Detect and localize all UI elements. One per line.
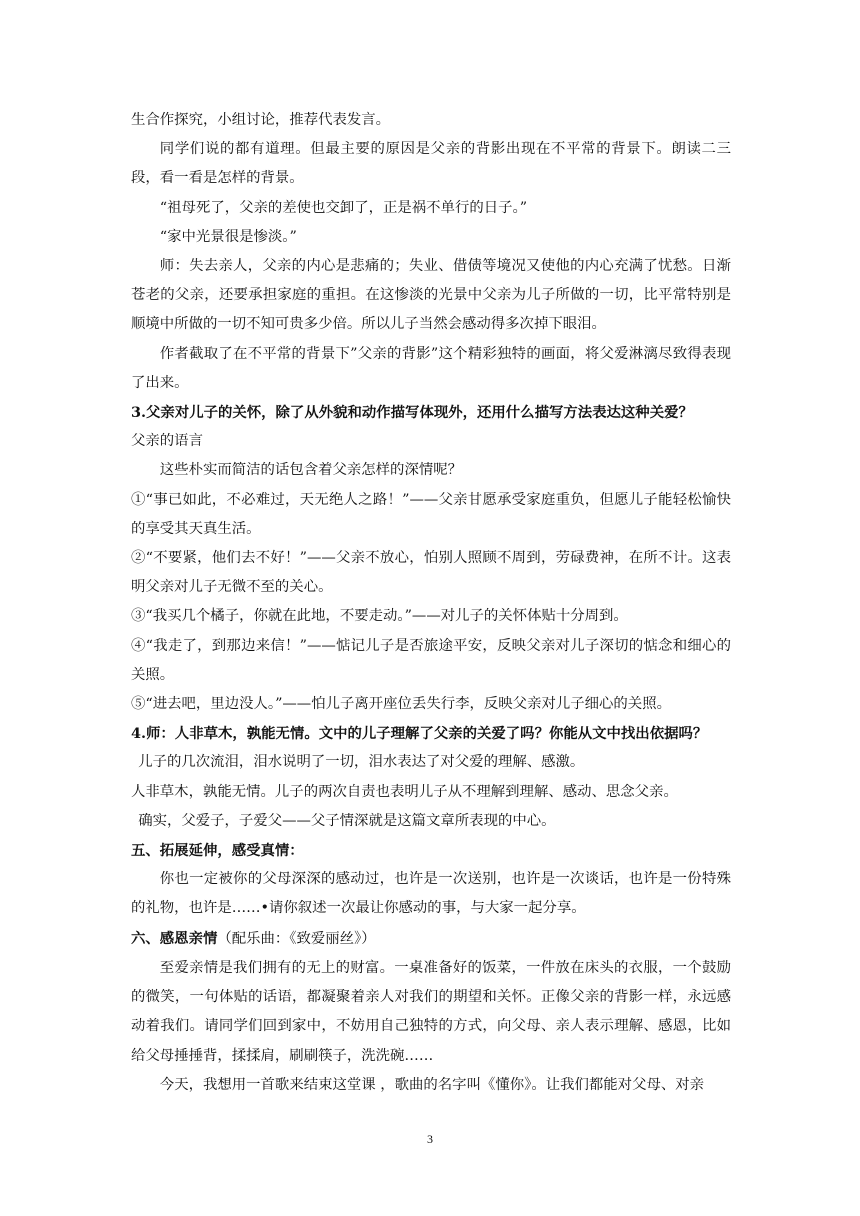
- question-heading: 4.师：人非草木，孰能无情。文中的儿子理解了父亲的关爱了吗？你能从文中找出依据吗？: [131, 725, 708, 743]
- list-item: ⑤“进去吧，里边没人。”——怕儿子离开座位丢失行李，反映父亲对儿子细心的关照。: [131, 696, 671, 713]
- section-heading-title: 六、感恩亲情: [131, 929, 218, 947]
- section-heading-note: （配乐曲：《致爱丽丝》）: [217, 930, 376, 947]
- paragraph: 父亲的语言: [131, 433, 203, 450]
- paragraph: 确实，父爱子，子爱父——父子情深就是这篇文章所表现的中心。: [138, 812, 556, 829]
- list-item: ④“我走了，到那边来信！”——惦记儿子是否旅途平安，反映父亲对儿子深切的惦念和细心的关照。: [131, 637, 731, 683]
- question-heading: 3.父亲对儿子的关怀，除了从外貌和动作描写体现外，还用什么描写方法表达这种关爱？: [131, 404, 693, 422]
- document-body: [131, 106, 731, 1100]
- paragraph: 作者截取了在不平常的背景下”父亲的背影”这个精彩独特的画面，将父爱淋漓尽致得表现了出来。: [131, 345, 731, 391]
- paragraph: 这些朴实而简洁的话包含着父亲怎样的深情呢？: [159, 462, 463, 479]
- section-heading: 五、拓展延伸，感受真情：: [131, 842, 304, 860]
- paragraph: 师：失去亲人，父亲的内心是悲痛的；失业、借债等境况又使他的内心充满了忧愁。日渐苍老的父亲，还要承担家庭的重担。在这惨淡的光景中父亲为儿子所做的一切，比平常特别是顺境中所做的一切不知可贵多少倍。所以儿子当然会感动得多次掉下眼泪。: [131, 258, 731, 333]
- paragraph: 同学们说的都有道理。但最主要的原因是父亲的背影出现在不平常的背景下。朗读二三段，看一看是怎样的背景。: [131, 141, 731, 187]
- paragraph: 你也一定被你的父母深深的感动过，也许是一次送别，也许是一次谈话，也许是一份特殊的礼物，也许是……•请你叙述一次最让你感动的事，与大家一起分享。: [131, 871, 731, 917]
- list-item: ③“我买几个橘子，你就在此地，不要走动。”——对儿子的关怀体贴十分周到。: [131, 608, 628, 625]
- paragraph: 今天，我想用一首歌来结束这堂课 ，歌曲的名字叫《懂你》。让我们都能对父母、对亲: [159, 1076, 705, 1093]
- paragraph: 儿子的几次流泪，泪水说明了一切，泪水表达了对父爱的理解、感激。: [138, 754, 585, 771]
- paragraph: 至爱亲情是我们拥有的无上的财富。一桌准备好的饭菜，一件放在床头的衣服，一个鼓励的微笑，一句体贴的话语，都凝聚着亲人对我们的期望和关怀。正像父亲的背影一样，永远感动着我们。请同学们回到家中，不妨用自己独特的方式，向父母、亲人表示理解、感恩，比如给父母捶捶背，揉揉肩，刷刷筷子，洗洗碗……: [131, 959, 731, 1064]
- paragraph: 生合作探究，小组讨论，推荐代表发言。: [131, 112, 391, 128]
- quote-paragraph: “家中光景很是惨淡。”: [159, 228, 297, 245]
- list-item: ②“不要紧，他们去不好！”——父亲不放心，怕别人照顾不周到，劳碌费神，在所不计。这表明父亲对儿子无微不至的关心。: [131, 550, 731, 596]
- section-heading: [131, 924, 731, 954]
- quote-paragraph: “祖母死了，父亲的差使也交卸了，正是祸不单行的日子。”: [159, 199, 528, 216]
- paragraph: 人非草木，孰能无情。儿子的两次自责也表明儿子从不理解到理解、感动、思念父亲。: [131, 783, 678, 800]
- page-number: 3: [427, 1132, 433, 1146]
- list-item: ①“事已如此，不必难过，天无绝人之路！”——父亲甘愿承受家庭重负，但愿儿子能轻松愉快的享受其天真生活。: [131, 491, 731, 537]
